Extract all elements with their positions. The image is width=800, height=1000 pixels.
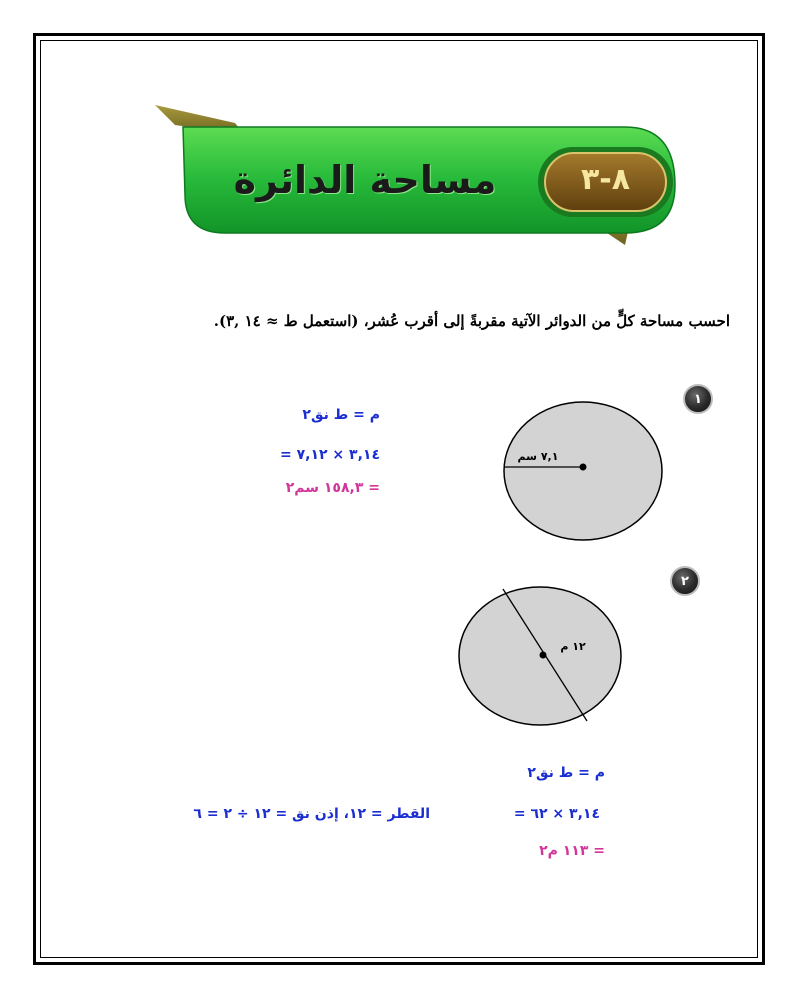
lesson-number: ٨-٣ [580,161,631,197]
problem-number-badge-1: ١ [683,384,713,414]
problem-number-badge-2: ٢ [670,566,700,596]
circle-diagram-2 [455,580,625,730]
step-1-problem-2: = ٣,١٤ × ٦٢ [513,806,600,822]
radius-label-1: ٧,١ سم [517,450,559,463]
center-point-2 [540,652,547,659]
diameter-label-2: ١٢ م [560,640,586,653]
formula-2: م = ط نق٢ [527,765,605,781]
circle-1 [504,402,662,540]
center-point-1 [580,464,587,471]
diameter-note-2: القطر = ١٢، إذن نق = ١٢ ÷ ٢ = ٦ [193,806,430,822]
circle-diagram-1 [500,400,665,545]
step-1-problem-1: = ٣,١٤ × ٧,١٢ [280,447,380,463]
formula-1: م = ط نق٢ [302,407,380,423]
instruction-text: احسب مساحة كلٍّ من الدوائر الآتية مقربةً إلى أقرب عُشر، (استعمل ط ≈ ١٤ ,٣). [213,312,730,330]
answer-2: = ١١٣ م٢ [539,843,605,859]
lesson-title: مساحة الدائرة [233,158,497,202]
answer-1: = ١٥٨,٣ سم٢ [285,480,380,496]
